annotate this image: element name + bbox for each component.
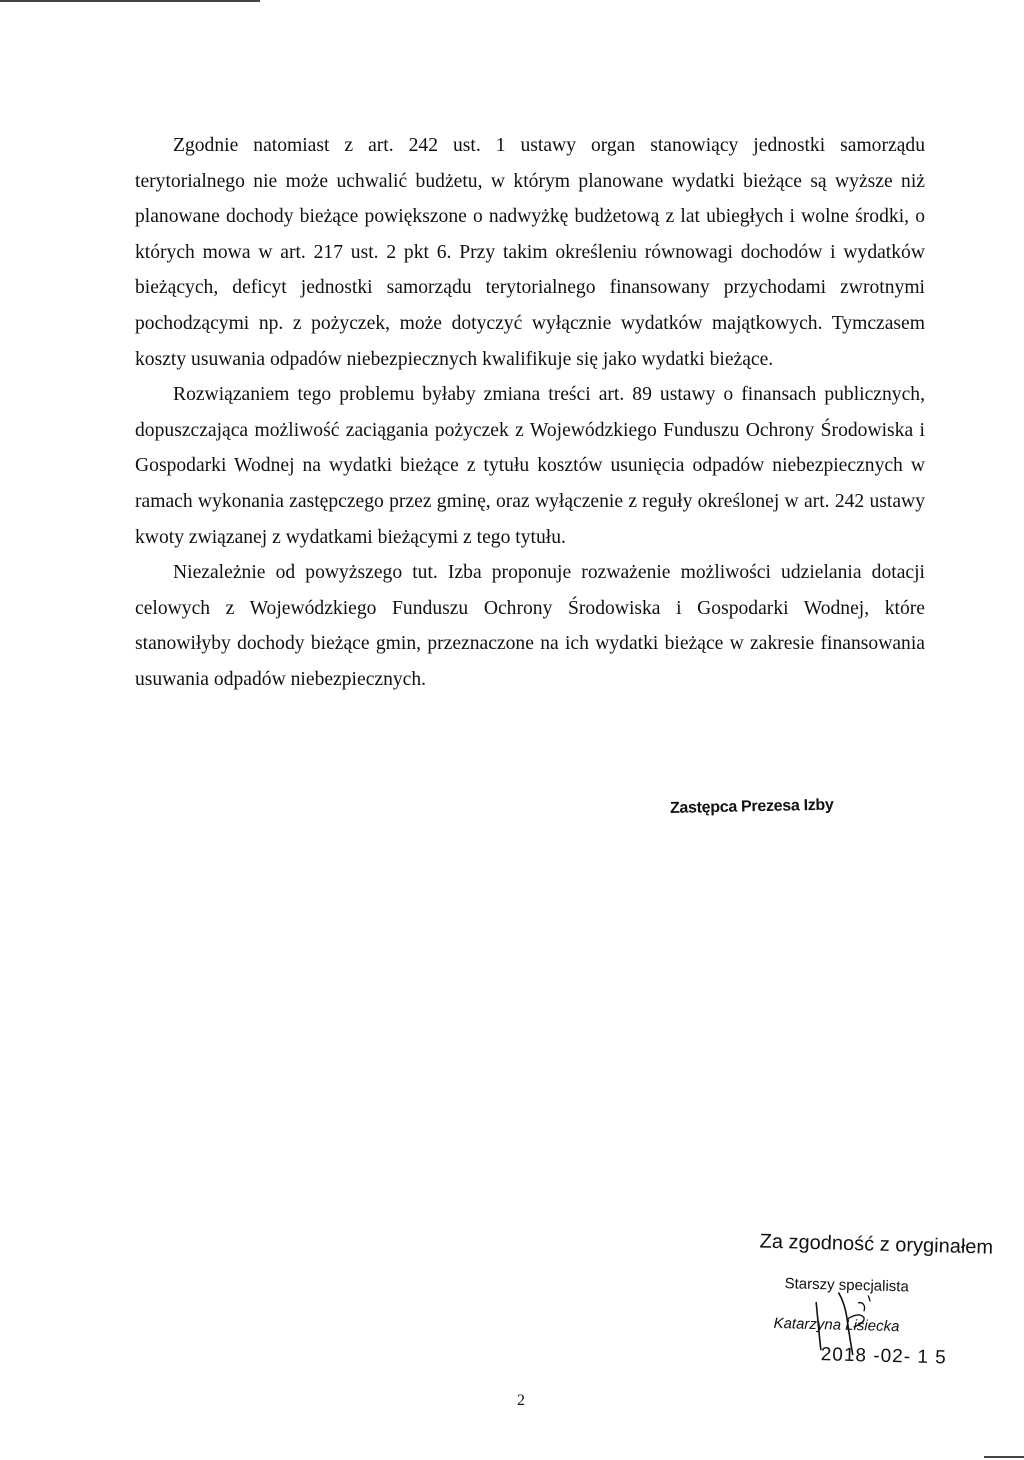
certification-stamp (736, 1230, 994, 1396)
page-number: 2 (517, 1392, 525, 1409)
stamp-name: Katarzyna Lisiecka (773, 1314, 900, 1336)
stamp-certification-text: Za zgodność z oryginałem (759, 1230, 994, 1259)
document-body (135, 128, 925, 698)
scan-edge-line (0, 0, 260, 2)
paragraph-2: Rozwiązaniem tego problemu byłaby zmiana treści art. 89 ustawy o finansach publicznych, dopuszczająca możliwość zaciągania pożyczek z Wojewódzkiego Funduszu Ochrony Środowiska i Gospodarki Wodnej na wydatki bieżące z tytułu kosztów usunięcia odpadów niebezpiecznych w ramach wykonania zastępczego przez gminę, oraz wyłączenie z reguły określonej w art. 242 ustawy kwoty związanej z wydatkami bieżącymi z tego tytułu. (135, 384, 925, 548)
stamp-position: Starszy specjalista (784, 1275, 910, 1296)
signature-title: Zastępca Prezesa Izby (669, 796, 834, 817)
paragraph-1: Zgodnie natomiast z art. 242 ust. 1 ustawy organ stanowiący jednostki samorządu terytorialnego nie może uchwalić budżetu, w którym planowane wydatki bieżące są wyższe niż planowane dochody bieżące powiększone o nadwyżkę budżetową z lat ubiegłych i wolne środki, o których mowa w art. 217 ust. 2 pkt 6. Przy takim określeniu równowagi dochodów i wydatków bieżących, deficyt jednostki samorządu terytorialnego finansowany przychodami zwrotnymi pochodzącymi np. z pożyczek, może dotyczyć wyłącznie wydatków majątkowych. Tymczasem koszty usuwania odpadów niebezpiecznych kwalifikuje się jako wydatki bieżące. (135, 135, 925, 370)
scan-edge-line-bottom (984, 1456, 1024, 1458)
stamp-date: 2018 -02- 1 5 (820, 1344, 948, 1369)
paragraph-3: Niezależnie od powyższego tut. Izba proponuje rozważenie możliwości udzielania dotacji celowych z Wojewódzkiego Funduszu Ochrony Środowiska i Gospodarki Wodnej, które stanowiłyby dochody bieżące gmin, przeznaczone na ich wydatki bieżące w zakresie finansowania usuwania odpadów niebezpiecznych. (135, 562, 925, 690)
